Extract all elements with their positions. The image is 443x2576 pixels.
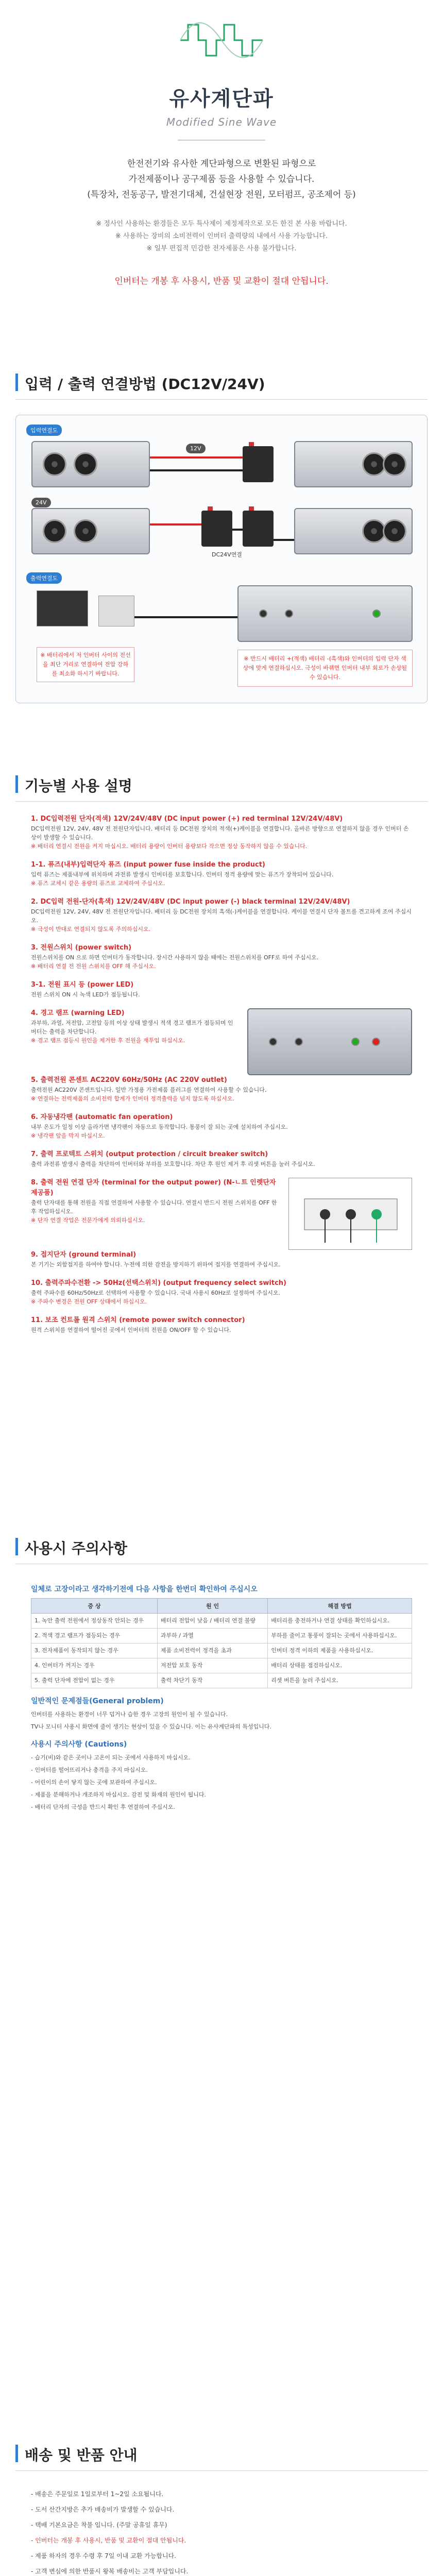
modified-sine-wave-icon [178,14,265,66]
fan-icon [383,452,406,476]
caution-section [0,1566,443,2421]
list-item: - 어린이의 손이 닿지 않는 곳에 보관하여 주십시오. [31,1779,157,1786]
table-cell: 2. 적색 경고 램프가 점등되는 경우 [31,1629,158,1643]
table-header-row [31,1599,412,1614]
section-title: 사용시 주의사항 [25,1540,128,1557]
function-title: 5. 출력전원 콘센트 AC220V 60Hz/50Hz (AC 220V outlet) [31,1076,227,1084]
appliance-image [98,596,134,626]
fan-icon [43,452,66,476]
table-cell: 5. 출력 단자에 전압이 없는 경우 [31,1673,158,1688]
input-diagram-tag: 입력연결도 [26,425,62,436]
fan-icon [74,519,97,543]
function-body: 과부하, 과열, 저전압, 고전압 등의 이상 상태 발생시 적색 경고 램프가 점등되며 인버터는 출력을 차단합니다. [31,1020,233,1035]
function-item [31,980,412,999]
function-body: 전원 스위치 ON 시 녹색 LED가 점등됩니다. [31,991,140,998]
table-header: 원 인 [157,1599,267,1614]
function-item [31,1178,278,1225]
function-col [31,814,412,897]
section-bar [15,2445,18,2462]
function-col [31,1008,237,1054]
terminal-wiring-icon [289,1178,413,1250]
function-title: 2. DC입력 전원-단자(흑색) 12V/24V/48V (DC input power (-) black terminal 12V/24V/48V) [31,898,350,906]
positive-wire [150,523,201,526]
function-item [31,1112,412,1140]
table-cell: 4. 인버터가 꺼지는 경우 [31,1658,158,1673]
shipping-section [0,2473,443,2576]
hero-warning-text: 인버터는 개봉 후 사용시, 반품 및 교환이 절대 안됩니다. [114,276,329,286]
function-title: 8. 출력 전원 연결 단자 (terminal for the output power) (N-ㄴ트 인렛단자 제공품) [31,1179,276,1197]
function-item [31,1075,412,1103]
table-cell: 출력 차단기 동작 [157,1673,267,1688]
table-cell: 3. 전자제품이 동작되지 않는 경우 [31,1643,158,1658]
general-problems-list [31,1710,412,1732]
section-header-functions [0,752,443,804]
cautions-list [31,1753,412,1812]
section-title: 입력 / 출력 연결방법 (DC12V/24V) [25,376,265,393]
shipping-item: - 인버터는 개봉 후 사용시, 반품 및 교환이 절대 안됩니다. [31,2537,186,2544]
function-warning: ※ 퓨즈 교체시 같은 용량의 퓨즈로 교체하여 주십시오. [31,880,165,887]
battery-image [243,511,274,547]
function-title: 10. 출력주파수전환 -> 50Hz(선택스위치) (output frequency select switch) [31,1279,286,1287]
caution-table-title: 일체로 고장이라고 생각하기전에 다음 사항을 한번더 확인하여 주십시오 [31,1585,258,1594]
general-problems-title: 일반적인 문제점들(General problem) [31,1697,164,1705]
function-item [31,897,412,934]
list-item: - 제품을 분해하거나 개조하지 마십시오. 감전 및 화재의 원인이 됩니다. [31,1791,206,1798]
section-bar [15,374,18,391]
hero-description [0,156,443,202]
output-cable [134,616,237,618]
section-title: 배송 및 반품 안내 [25,2447,138,2464]
hero-notes [0,218,443,255]
function-item [31,1315,412,1334]
function-warning: ※ 배터리 연결시 전원을 켜지 마십시오. 배터리 용량이 인버터 용량보다 작으면 정상 동작하지 않을 수 있습니다. [31,843,308,850]
function-body: 전원스위치를 ON 으로 하면 인버터가 동작합니다. 장시간 사용하지 않을 때에는 전원스위치를 OFF로 하여 주십시오. [31,954,319,961]
table-cell: 부하를 줄이고 통풍이 잘되는 곳에서 사용하십시오. [268,1629,412,1643]
function-row [31,1178,412,1250]
troubleshooting-table [31,1598,412,1688]
voltage-12v-label: 12V [186,444,206,453]
function-title: 11. 보조 컨트롤 원격 스위치 (remote power switch connector) [31,1316,245,1324]
function-col [31,943,412,1008]
fan-icon [43,519,66,543]
connection-box [15,415,428,703]
section-header-shipping [0,2421,443,2473]
table-header: 해결 방법 [268,1599,412,1614]
list-item: - 인버터를 떨어뜨리거나 충격을 주지 마십시오. [31,1767,148,1773]
hero-desc-line: 가전제품이나 공구제품 등을 사용할 수 있습니다. [128,174,315,184]
section-bar [15,1538,18,1555]
function-row-top [31,814,412,897]
function-item [31,1149,412,1168]
table-row [31,1643,412,1658]
function-body: DC입력전원 12V, 24V, 48V 전 전원단자입니다. 배터리 등 DC전원 장치의 적색(+)케이블을 연결합니다. 올바른 방향으로 연결하지 않을 경우 인버터 손상이 발생할 수 있습니다. [31,825,409,841]
table-cell: 저전압 보호 동작 [157,1658,267,1673]
function-body: 내부 온도가 일정 이상 올라가면 냉각팬이 자동으로 동작합니다. 통풍이 잘 되는 곳에 설치하여 주십시오. [31,1124,288,1130]
function-warning: ※ 주파수 변경은 전원 OFF 상태에서 하십시오. [31,1298,147,1305]
hero-title: 유사계단파 [169,87,274,111]
tv-monitor-image [37,590,88,626]
hero-desc-line: (특장차, 전동공구, 발전기대체, 건설현장 전원, 모터펌프, 공조제어 등) [87,190,356,200]
battery-image [243,446,274,482]
function-item [31,1278,412,1306]
function-row [31,943,412,1008]
table-cell: 인버터 정격 이하의 제품을 사용하십시오. [268,1643,412,1658]
function-body: 본 기기는 외함접지를 하여야 합니다. 누전에 의한 감전을 방지하기 위하여 접지를 연결하여 주십시오. [31,1261,281,1268]
table-row [31,1614,412,1629]
cautions-title: 사용시 주의사항 (Cautions) [31,1740,127,1749]
outlet-icon [259,609,267,618]
fan-icon [74,452,97,476]
function-item [31,814,412,851]
list-item: TV나 모니터 사용시 화면에 줄이 생기는 현상이 있을 수 있습니다. 이는 유사계단파의 특성입니다. [31,1723,271,1730]
function-body: 원격 스위치를 연결하여 떨어진 곳에서 인버터의 전원을 ON/OFF 할 수 있습니다. [31,1327,231,1333]
positive-wire [150,456,243,459]
note-left: ※ 배터리에서 저 인버터 사이의 전선을 최단 거리로 연결하여 전압 강하를 최소화 하시기 바랍니다. [37,647,134,682]
list-item: 인버터를 사용하는 환경이 너무 덥거나 습한 경우 고장의 원인이 될 수 있습니다. [31,1711,228,1718]
connection-diagram [0,402,443,752]
hero-note: ※ 정사인 사용하는 환경들은 모두 특사제이 제정제작으로 모든 한진 본 사용 바랍니다. [96,220,347,228]
function-title: 7. 출력 프로텍트 스위치 (output protection / circuit breaker switch) [31,1150,268,1158]
outlet-icon [269,1038,277,1046]
function-body: 출력 단자대를 통해 전원을 직접 연결하여 사용할 수 있습니다. 연결시 반드시 전원 스위치를 OFF 한 후 작업하십시오. [31,1199,277,1215]
table-cell: 과부하 / 과열 [157,1629,267,1643]
hero-section [0,0,443,350]
table-cell: 1. 녹안 출력 전원에서 정상동작 안되는 경우 [31,1614,158,1629]
function-title: 6. 자동냉각팬 (automatic fan operation) [31,1113,173,1121]
table-cell: 리셋 버튼을 눌러 주십시오. [268,1673,412,1688]
function-warning: ※ 냉각팬 앞을 막지 마십시오. [31,1132,105,1139]
negative-wire [150,469,243,471]
fan-icon [383,519,406,543]
section-title: 기능별 사용 설명 [25,777,132,794]
section-rule [15,399,428,400]
shipping-item: - 배송은 주문일로 1일로부터 1~2일 소요됩니다. [31,2490,164,2498]
function-warning: ※ 연결하는 전력제품의 소비전력 합계가 인버터 정격출력을 넘지 않도록 하십시오. [31,1095,234,1102]
section-header-caution [0,1515,443,1566]
warning-led-icon [372,1038,380,1046]
function-warning: ※ 단자 연결 작업은 전문가에게 의뢰하십시오. [31,1217,145,1224]
inverter-image [294,441,413,487]
table-cell: 배터리 상태를 점검하십시오. [268,1658,412,1673]
hero-subtitle: Modified Sine Wave [166,116,277,128]
voltage-24v-label: 24V [31,498,51,507]
hero-note: ※ 사용하는 장비의 소비전력이 인버터 출력량의 내에서 사용 가능합니다. [115,232,328,240]
function-warning: ※ 극성이 반대로 연결되지 않도록 주의하십시오. [31,926,151,933]
terminal-wiring-diagram [288,1178,412,1250]
function-item [31,1008,237,1045]
table-cell: 배터리를 충전하거나 연결 상태를 확인하십시오. [268,1614,412,1629]
function-body: 출력 과전류 발생시 출력을 차단하여 인버터와 부하를 보호합니다. 차단 후 원인 제거 후 리셋 버튼을 눌러 주십시오. [31,1161,315,1167]
shipping-item: - 도서 산간지방은 추가 배송비가 발생할 수 있습니다. [31,2506,175,2513]
hero-divider [178,140,265,141]
table-cell: 배터리 전압이 낮음 / 배터리 연결 불량 [157,1614,267,1629]
function-body: DC입력전원 12V, 24V, 48V 전 전원단자입니다. 배터리 등 DC전원 장치의 흑색(-)케이블을 연결합니다. 케이블 연결시 단자 볼트를 견고하게 조여 주십시오. [31,908,412,924]
note-right: ※ 반드시 배터리 +(적색) 배터리 -(흑색)와 인버터의 입력 단자 색상에 맞게 연결하십시오. 극성이 바뀌면 인버터 내부 회로가 손상될 수 있습니다. [237,650,413,687]
outlet-icon [295,1038,303,1046]
function-item [31,1250,412,1269]
table-row [31,1673,412,1688]
battery-label: DC24V연결 [212,551,242,558]
function-title: 3-1. 전원 표시 등 (power LED) [31,981,134,989]
inverter-front-panel-image [247,1008,412,1075]
power-led-icon [372,609,381,618]
functions-list [0,804,443,1515]
negative-wire [274,539,294,541]
table-row [31,1629,412,1643]
function-body: 입력 퓨즈는 제품내부에 위치하며 과전류 발생시 인버터를 보호합니다. 인버터 정격 용량에 맞는 퓨즈가 장착되어 있습니다. [31,871,334,878]
inverter-output-panel-image [237,585,413,642]
function-item [31,943,412,971]
table-cell: 제품 소비전력이 정격을 초과 [157,1643,267,1658]
section-header-connection [0,350,443,402]
hero-note: ※ 일부 편집적 민감한 전자제품은 사용 불가합니다. [146,245,297,252]
function-warning: ※ 배터리 연결 전 전원 스위치를 OFF 해 주십시오. [31,963,156,970]
function-title: 1-1. 퓨즈(내부)입력단자 퓨즈 (input power fuse inside the product) [31,861,265,869]
function-warning: ※ 경고 램프 점등시 원인을 제거한 후 전원을 재투입 하십시오. [31,1037,185,1044]
shipping-item: - 고객 변심에 의한 반품시 왕복 배송비는 고객 부담입니다. [31,2568,189,2575]
function-item [31,860,412,888]
battery-image [201,511,232,547]
function-title: 4. 경고 램프 (warning LED) [31,1009,125,1017]
inverter-image [31,508,150,554]
section-bar [15,775,18,793]
function-title: 1. DC입력전원 단자(적색) 12V/24V/48V (DC input power (+) red terminal 12V/24V/48V) [31,815,343,823]
function-title: 3. 전원스위치 (power switch) [31,944,132,952]
hero-desc-line: 한전전기와 유사한 계단파형으로 변환된 파형으로 [127,159,316,169]
table-header: 증 상 [31,1599,158,1614]
outlet-icon [285,609,293,618]
list-item: - 배터리 단자의 극성을 반드시 확인 후 연결하여 주십시오. [31,1804,175,1810]
function-col [31,1178,278,1234]
power-led-icon [351,1038,360,1046]
output-diagram-tag: 출력연결도 [26,572,62,584]
table-row [31,1658,412,1673]
function-body: 출력전원 AC220V 콘센트입니다. 일반 가정용 가전제품 플러그를 연결하여 사용할 수 있습니다. [31,1087,267,1093]
section-rule [15,801,428,802]
inverter-image [31,441,150,487]
hero-warning [0,274,443,286]
shipping-item: - 제품 하자의 경우 수령 후 7일 이내 교환 가능합니다. [31,2552,176,2560]
function-title: 9. 접지단자 (ground terminal) [31,1251,137,1259]
series-wire [232,529,243,531]
list-item: - 습기(비)와 같은 곳이나 고온이 되는 곳에서 사용하지 마십시오. [31,1754,191,1761]
function-row [31,1008,412,1075]
section-rule [15,2470,428,2471]
shipping-item: - 택배 기본요금은 착불 입니다. (주말 공휴일 휴무) [31,2521,167,2529]
function-body: 출력 주파수를 60Hz/50Hz로 선택하여 사용할 수 있습니다. 국내 사용시 60Hz로 설정하여 주십시오. [31,1290,280,1296]
inverter-image [294,508,413,554]
